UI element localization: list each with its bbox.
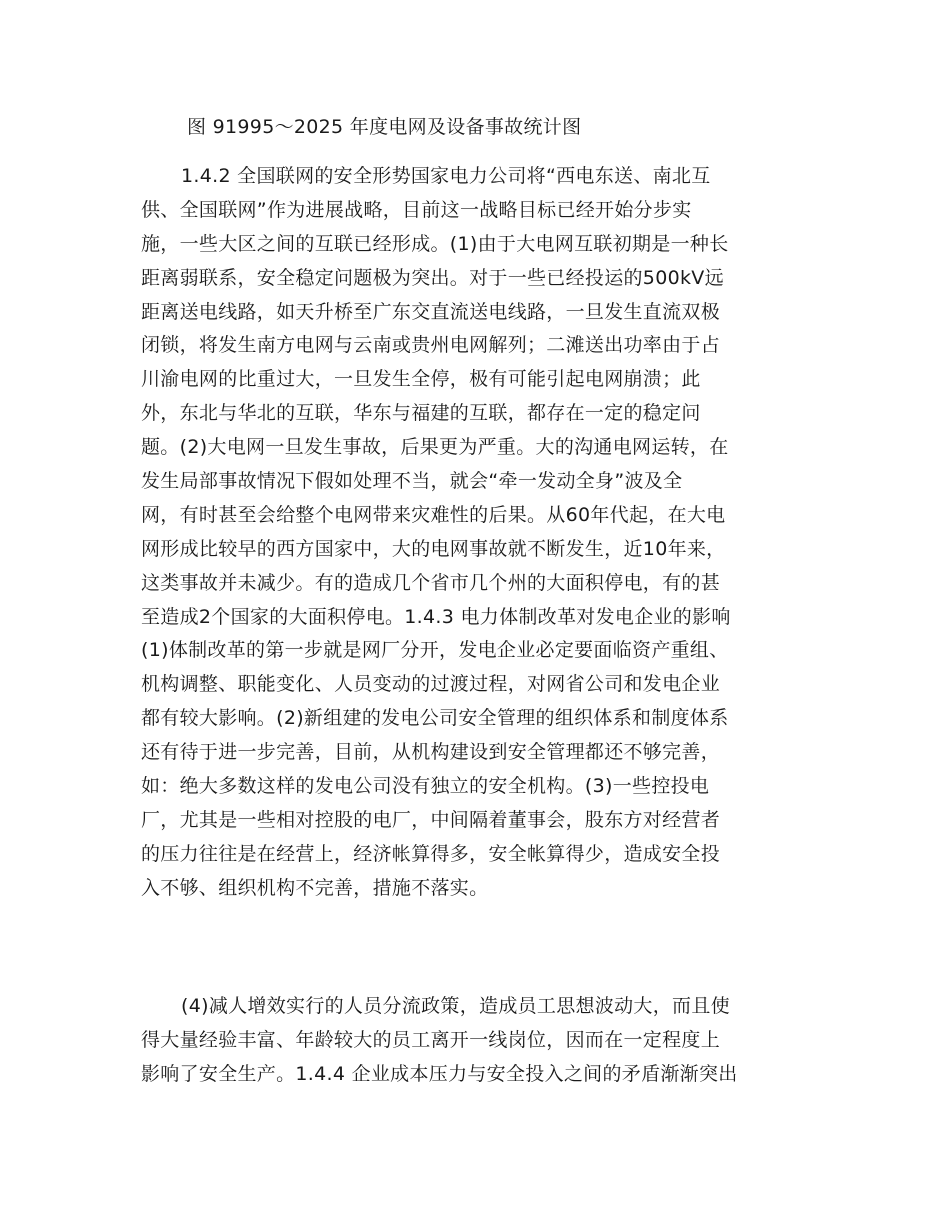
text-line: 得大量经验丰富、年龄较大的员工离开一线岗位，因而在一定程度上 [141,1028,721,1051]
text-line: 影响了安全生产。1.4.4 企业成本压力与安全投入之间的矛盾渐渐突出 [141,1062,738,1085]
text-line: 网形成比较早的西方国家中，大的电网事故就不断发生，近10年来， [141,537,726,560]
text-line: 这类事故并未减少。有的造成几个省市几个州的大面积停电，有的甚 [141,571,721,594]
text-line: 如：绝大多数这样的发电公司没有独立的安全机构。(3)一些控投电 [141,775,710,798]
text-line: 还有待于进一步完善，目前，从机构建设到安全管理都还不够完善， [141,741,721,764]
text-line: 的压力往往是在经营上，经济帐算得多，安全帐算得少，造成安全投 [141,842,721,865]
text-line: 外，东北与华北的互联，华东与福建的互联，都存在一定的稳定问 [141,402,701,425]
text-line: 距离弱联系，安全稳定问题极为突出。对于一些已经投运的500kV远 [141,266,724,289]
text-line: 入不够、组织机构不完善，措施不落实。 [141,876,489,899]
text-line: 1.4.2 全国联网的安全形势国家电力公司将“西电东送、南北互 [181,165,711,187]
text-line: 距离送电线路，如天升桥至广东交直流送电线路，一旦发生直流双极 [141,300,721,323]
paragraph-2 [141,990,816,1092]
text-line: 题。(2)大电网一旦发生事故，后果更为严重。大的沟通电网运转，在 [141,436,729,459]
text-line: 供、全国联网”作为进展战略，目前这一战略目标已经开始分步实 [141,198,692,221]
text-line: 至造成2个国家的大面积停电。1.4.3 电力体制改革对发电企业的影响 [141,605,731,628]
paragraph-1 [141,160,816,906]
text-line: 厂，尤其是一些相对控股的电厂，中间隔着董事会，股东方对经营者 [141,808,721,831]
text-line: 川渝电网的比重过大，一旦发生全停，极有可能引起电网崩溃；此 [141,368,701,391]
text-line: 施，一些大区之间的互联已经形成。(1)由于大电网互联初期是一种长 [141,232,729,255]
text-line: 网，有时甚至会给整个电网带来灾难性的后果。从60年代起，在大电 [141,503,726,526]
figure-caption: 图 91995～2025 年度电网及设备事故统计图 [187,116,582,138]
text-line: 闭锁，将发生南方电网与云南或贵州电网解列；二滩送出功率由于占 [141,334,721,357]
text-line: 都有较大影响。(2)新组建的发电公司安全管理的组织体系和制度体系 [141,707,729,730]
text-line: (4)减人增效实行的人员分流政策，造成员工思想波动大，而且使 [181,995,730,1017]
text-line: (1)体制改革的第一步就是网厂分开，发电企业必定要面临资产重组、 [141,639,729,662]
text-line: 发生局部事故情况下假如处理不当，就会“牵一发动全身”波及全 [141,470,683,493]
text-line: 机构调整、职能变化、人员变动的过渡过程，对网省公司和发电企业 [141,673,721,696]
